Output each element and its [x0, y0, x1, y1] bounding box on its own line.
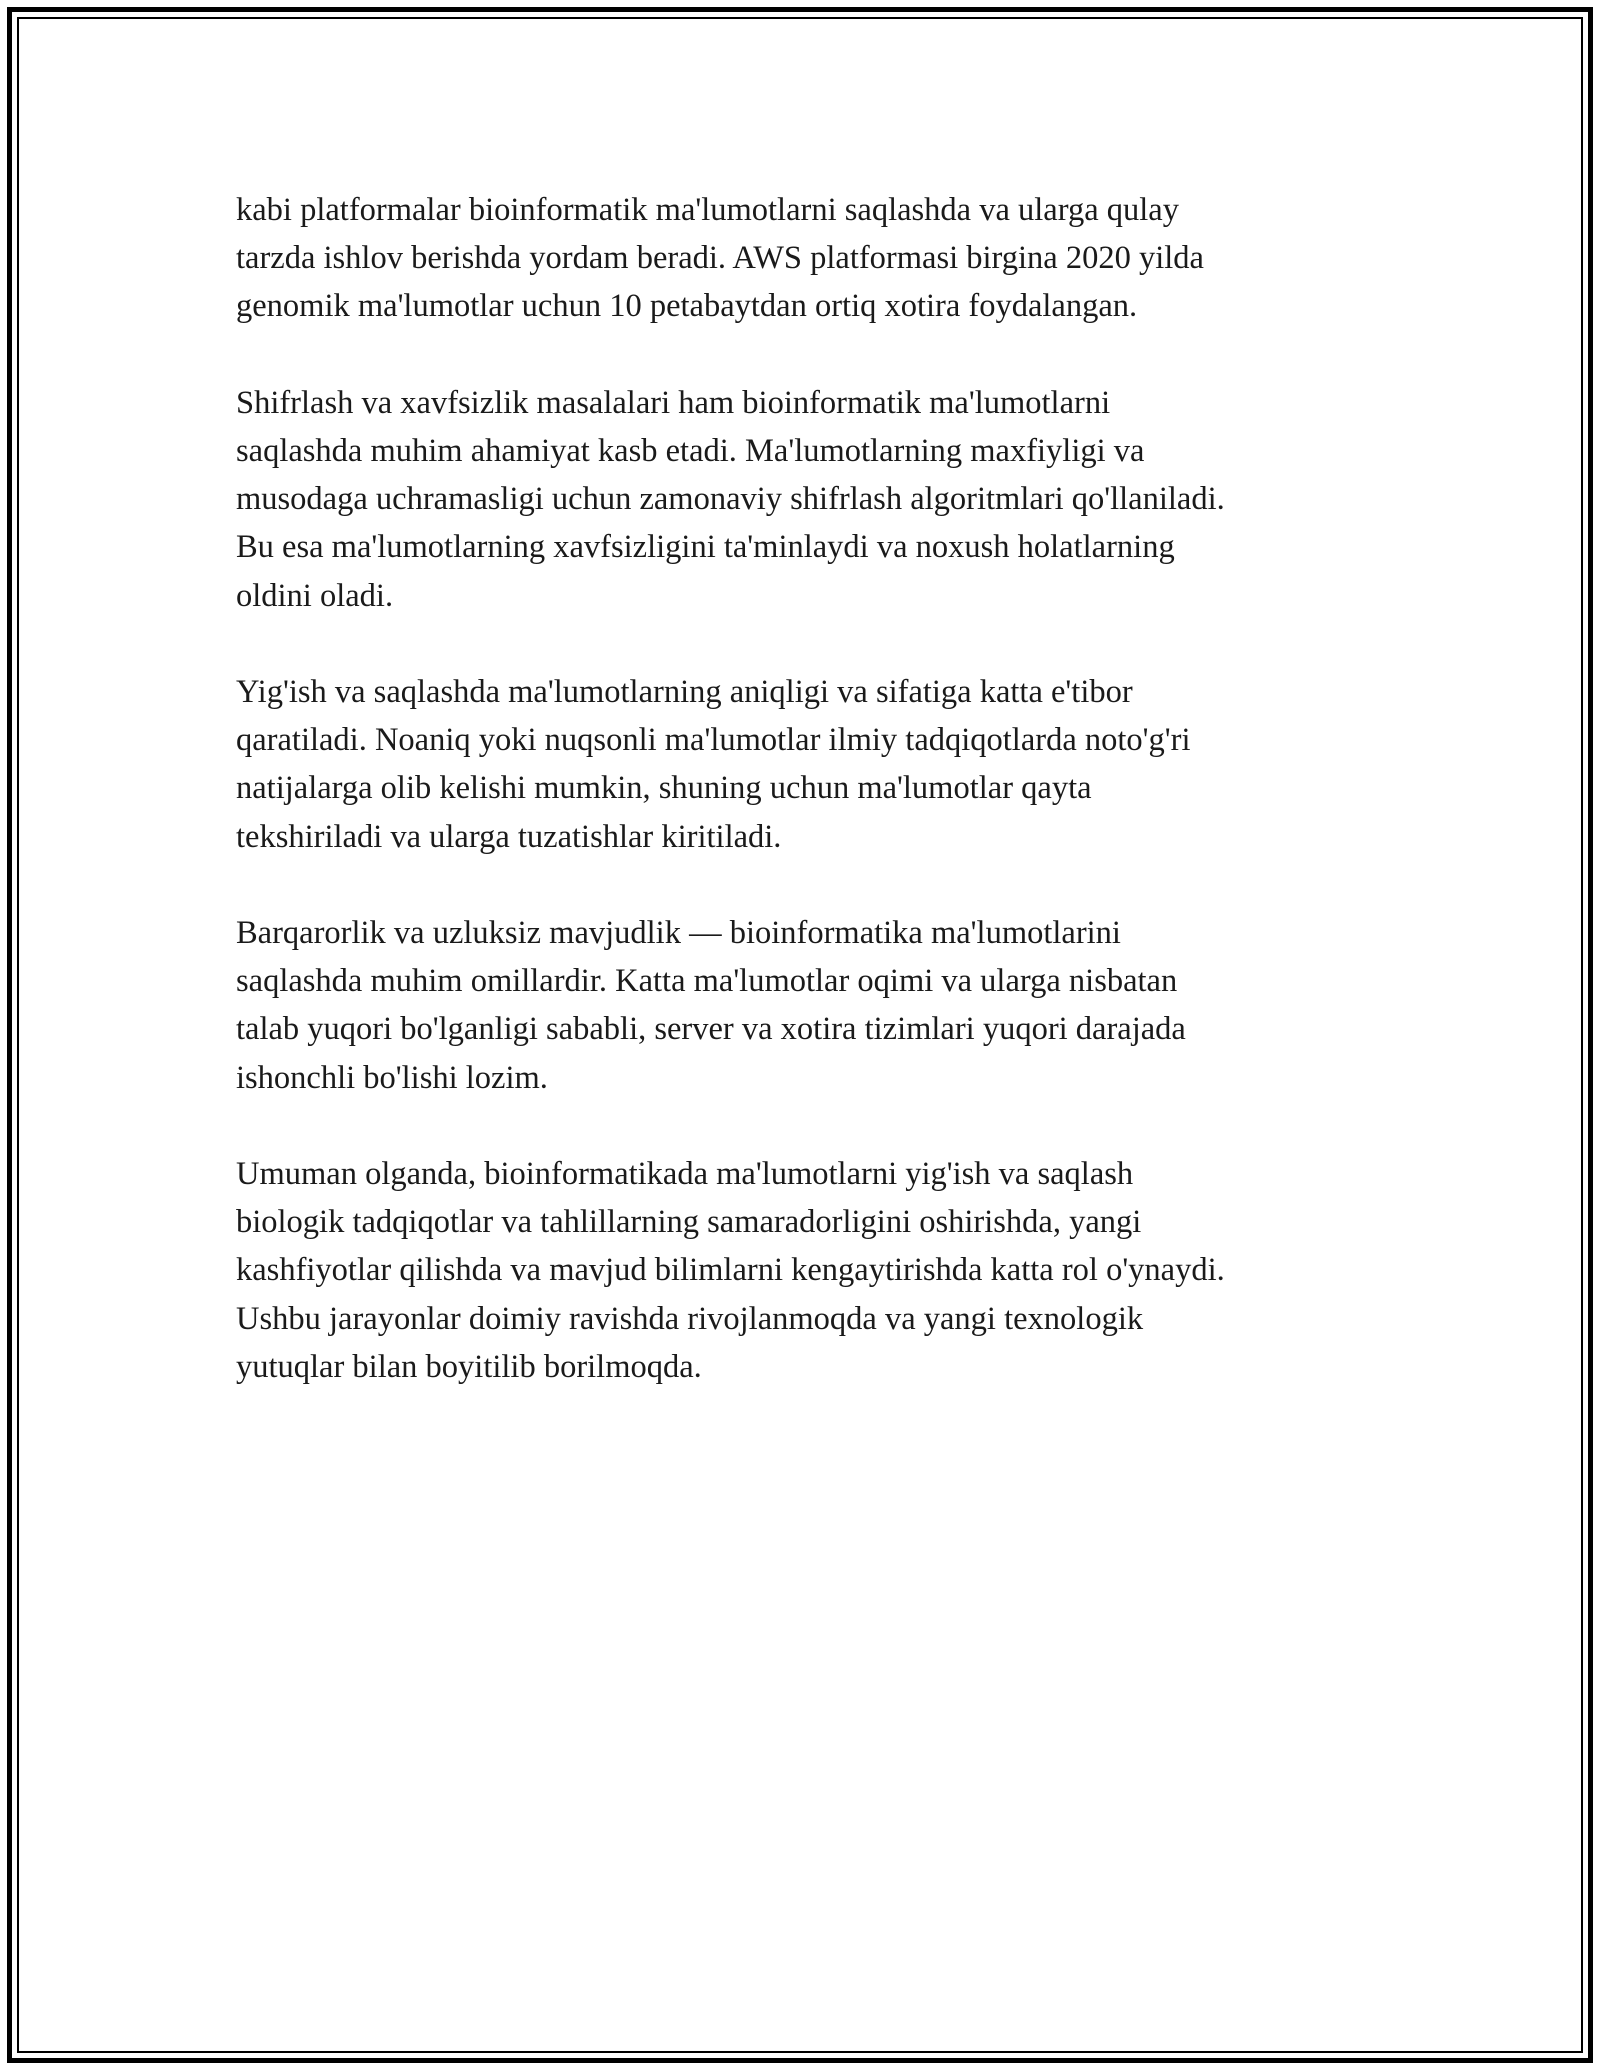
text-line: saqlashda muhim omillardir. Katta ma'lumotlar oqimi va ularga nisbatan — [236, 963, 1178, 1000]
text-line: Yig'ish va saqlashda ma'lumotlarning aniqligi va sifatiga katta e'tibor — [236, 674, 1133, 710]
text-line: Bu esa ma'lumotlarning xavfsizligini ta'minlaydi va noxush holatlarning — [236, 529, 1175, 566]
text-line: kashfiyotlar qilishda va mavjud bilimlarni kengaytirishda katta rol o'ynaydi. — [236, 1252, 1225, 1289]
text-line: tekshiriladi va ularga tuzatishlar kiritiladi. — [236, 818, 782, 855]
text-line: Shifrlash va xavfsizlik masalalari ham bioinformatik ma'lumotlarni — [236, 384, 1111, 421]
paragraph-5 — [236, 1150, 1376, 1391]
paragraph-4 — [236, 909, 1376, 1102]
document-body — [236, 186, 1376, 1439]
text-line: musodaga uchramasligi uchun zamonaviy shifrlash algoritmlari qo'llaniladi. — [236, 481, 1225, 518]
text-line: biologik tadqiqotlar va tahlillarning samaradorligini oshirishda, yangi — [236, 1204, 1142, 1241]
text-line: oldini oladi. — [236, 577, 394, 614]
text-line: Umuman olganda, bioinformatikada ma'lumotlarni yig'ish va saqlash — [236, 1156, 1134, 1192]
text-line: saqlashda muhim ahamiyat kasb etadi. Ma'lumotlarning maxfiyligi va — [236, 433, 1145, 469]
text-line: ishonchli bo'lishi lozim. — [236, 1059, 548, 1096]
text-line: Ushbu jarayonlar doimiy ravishda rivojlanmoqda va yangi texnologik — [236, 1300, 1144, 1337]
text-line: kabi platformalar bioinformatik ma'lumotlarni saqlashda va ularga qulay — [236, 192, 1179, 228]
text-line: genomik ma'lumotlar uchun 10 petabaytdan ortiq xotira foydalangan. — [236, 288, 1138, 325]
text-line: tarzda ishlov berishda yordam beradi. AWS platformasi birgina 2020 yilda — [236, 240, 1204, 277]
text-line: natijalarga olib kelishi mumkin, shuning uchun ma'lumotlar qayta — [236, 770, 1092, 807]
text-line: qaratiladi. Noaniq yoki nuqsonli ma'lumotlar ilmiy tadqiqotlarda noto'g'ri — [236, 722, 1191, 759]
text-line: Barqarorlik va uzluksiz mavjudlik — bioinformatika ma'lumotlarini — [236, 915, 1121, 951]
text-line: yutuqlar bilan boyitilib borilmoqda. — [236, 1348, 702, 1385]
paragraph-2 — [236, 379, 1376, 620]
paragraph-3 — [236, 668, 1376, 861]
paragraph-1 — [236, 186, 1376, 331]
text-line: talab yuqori bo'lganligi sababli, server va xotira tizimlari yuqori darajada — [236, 1011, 1186, 1048]
